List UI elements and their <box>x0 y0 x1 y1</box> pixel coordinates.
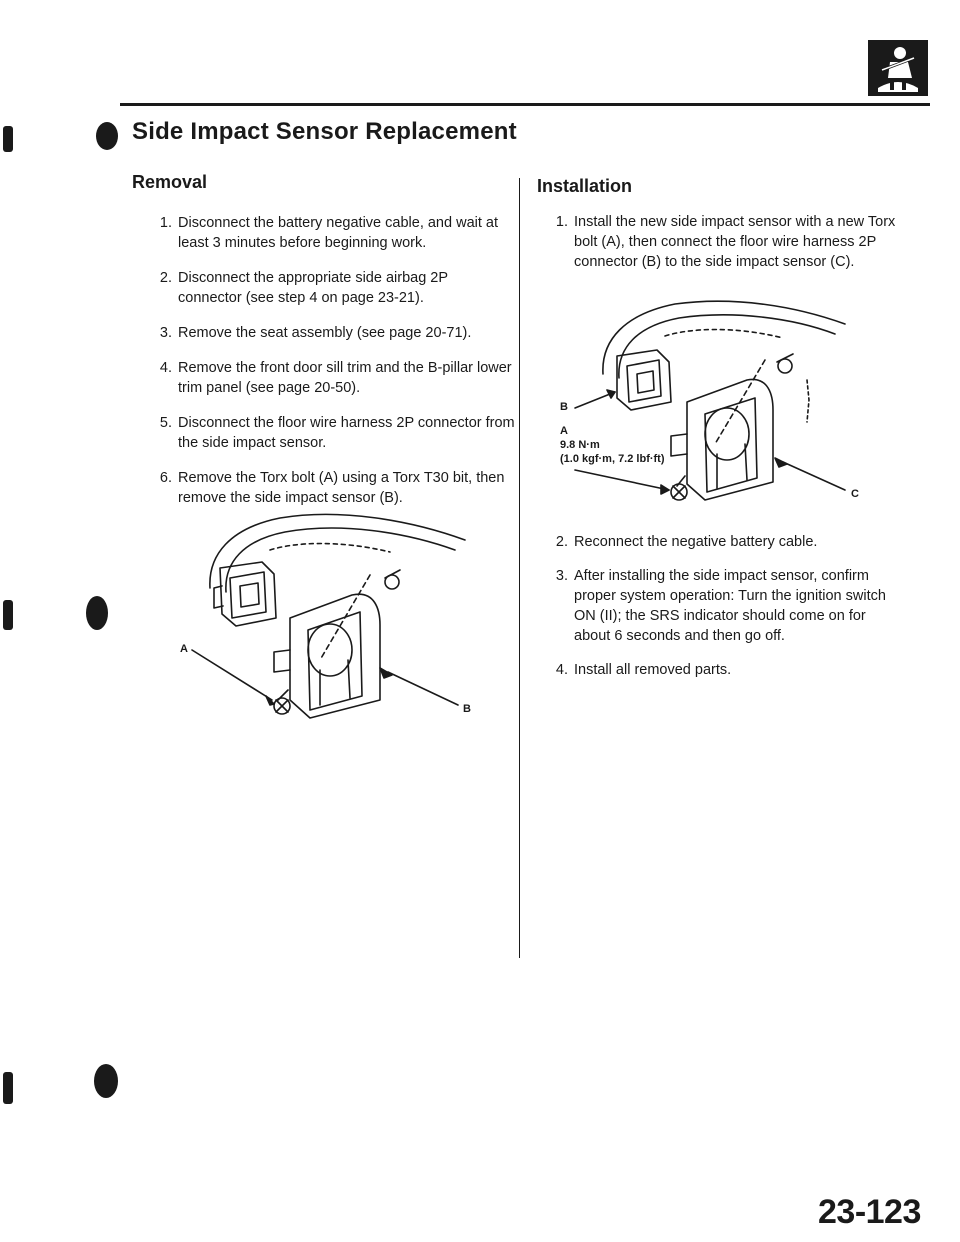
header-rule <box>120 103 930 106</box>
removal-heading: Removal <box>132 172 208 192</box>
label-a: A <box>180 643 188 655</box>
label-a: A <box>560 425 568 437</box>
step-text: After installing the side impact sensor, confirm proper system operation: Turn the ignition switch ON (II); the SRS indicator should come on for about 6 seconds and then go off. <box>574 568 886 644</box>
list-item <box>546 532 906 552</box>
list-item <box>150 323 515 343</box>
torque-spec-nm: 9.8 N·m <box>560 439 600 451</box>
step-number: 1. <box>159 215 172 231</box>
list-item <box>546 212 906 272</box>
list-item <box>546 660 906 680</box>
binding-hole <box>96 122 118 150</box>
label-b: B <box>560 401 568 413</box>
list-item <box>546 566 906 646</box>
page-number: 23-123 <box>818 1193 921 1231</box>
page-title: Side Impact Sensor Replacement <box>132 118 517 145</box>
seatbelt-airbag-icon <box>868 40 928 96</box>
step-text: Remove the Torx bolt (A) using a Torx T30 bit, then remove the side impact sensor (B). <box>178 470 505 506</box>
step-text: Remove the front door sill trim and the B-pillar lower trim panel (see page 20-50). <box>178 360 512 396</box>
step-text: Reconnect the negative battery cable. <box>574 534 818 550</box>
installation-sensor-illustration <box>555 292 900 517</box>
binding-mark <box>3 126 13 152</box>
step-text: Disconnect the battery negative cable, and wait at least 3 minutes before beginning work. <box>178 215 498 251</box>
column-divider <box>519 178 520 958</box>
step-text: Install the new side impact sensor with a new Torx bolt (A), then connect the floor wire harness 2P connector (B) to the side impact sensor (C). <box>574 214 896 270</box>
binding-mark <box>3 1072 13 1104</box>
label-b: B <box>463 703 471 715</box>
step-number: 2. <box>555 534 568 550</box>
step-number: 4. <box>555 662 568 678</box>
removal-steps-list <box>150 213 515 523</box>
binding-hole <box>86 596 108 630</box>
binding-mark <box>3 600 13 630</box>
step-number: 1. <box>555 214 568 230</box>
list-item <box>150 358 515 398</box>
removal-sensor-illustration <box>170 500 510 725</box>
list-item <box>150 213 515 253</box>
step-number: 6. <box>159 470 172 486</box>
list-item <box>150 413 515 453</box>
label-c: C <box>851 488 859 500</box>
step-number: 5. <box>159 415 172 431</box>
step-number: 3. <box>159 325 172 341</box>
torque-spec-kgf: (1.0 kgf·m, 7.2 lbf·ft) <box>560 453 665 465</box>
step-text: Remove the seat assembly (see page 20-71). <box>178 325 472 341</box>
step-number: 2. <box>159 270 172 286</box>
step-number: 4. <box>159 360 172 376</box>
step-text: Install all removed parts. <box>574 662 732 678</box>
installation-steps-list <box>546 212 906 272</box>
step-text: Disconnect the floor wire harness 2P connector from the side impact sensor. <box>178 415 515 451</box>
step-text: Disconnect the appropriate side airbag 2P connector (see step 4 on page 23-21). <box>178 270 448 306</box>
binding-hole <box>94 1064 118 1098</box>
list-item <box>150 268 515 308</box>
installation-heading: Installation <box>537 176 633 196</box>
installation-steps-list-continued <box>546 532 906 694</box>
step-number: 3. <box>555 568 568 584</box>
